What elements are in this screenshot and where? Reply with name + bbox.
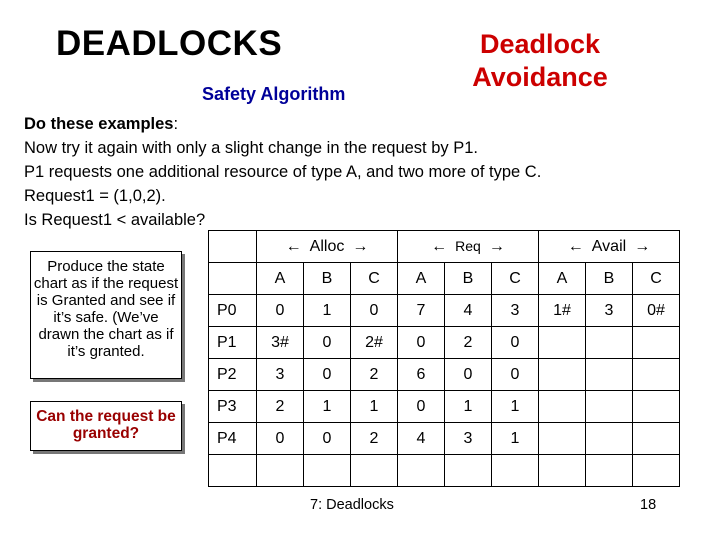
- table-cell: 6: [398, 359, 445, 391]
- subtitle-line-2: Avoidance: [472, 62, 608, 92]
- subtitle-line-1: Deadlock: [479, 29, 601, 59]
- table-cell: 3: [492, 295, 539, 327]
- resource-table: [208, 230, 680, 487]
- table-cell: 7: [398, 295, 445, 327]
- table-cell: 1#: [539, 295, 586, 327]
- table-cell: 0#: [633, 295, 680, 327]
- table-cell: 4: [398, 423, 445, 455]
- table-cell: 2: [351, 423, 398, 455]
- corner-cell: [209, 231, 257, 263]
- table-cell: 0: [304, 359, 351, 391]
- table-cell: [586, 359, 633, 391]
- process-label: P3: [209, 391, 257, 423]
- table-cell: 0: [398, 327, 445, 359]
- slide-subtitle: [440, 28, 640, 94]
- instructions-line: P1 requests one additional resource of type A, and two more of type C.: [24, 163, 542, 181]
- table-cell: 0: [304, 327, 351, 359]
- column-header-row: [209, 263, 680, 295]
- table-cell: 0: [445, 359, 492, 391]
- table-cell: [492, 455, 539, 487]
- column-header: A: [257, 263, 304, 295]
- table-cell: 0: [492, 359, 539, 391]
- table-cell: [586, 423, 633, 455]
- table-cell: [445, 455, 492, 487]
- resource-table-wrapper: [208, 230, 680, 487]
- table-row: [209, 455, 680, 487]
- process-label: P0: [209, 295, 257, 327]
- avail-label: Avail: [591, 237, 627, 255]
- table-cell: 3: [586, 295, 633, 327]
- instructions-bold: Do these examples: [24, 115, 174, 133]
- corner-cell: [209, 263, 257, 295]
- table-cell: 0: [492, 327, 539, 359]
- req-group-header: [398, 231, 539, 263]
- arrow-right-icon: →: [634, 237, 651, 255]
- req-label: Req: [455, 237, 481, 254]
- table-cell: 3: [445, 423, 492, 455]
- table-cell: [633, 359, 680, 391]
- arrow-right-icon: →: [352, 237, 369, 255]
- table-cell: 0: [351, 295, 398, 327]
- table-cell: [633, 423, 680, 455]
- instructions-line: Now try it again with only a slight change in the request by P1.: [24, 139, 478, 157]
- question-note: Can the request be granted?: [30, 401, 182, 451]
- column-header: B: [586, 263, 633, 295]
- arrow-left-icon: ←: [567, 237, 584, 255]
- arrow-left-icon: ←: [431, 237, 448, 255]
- table-cell: [539, 391, 586, 423]
- table-cell: 0: [304, 423, 351, 455]
- column-header: B: [445, 263, 492, 295]
- table-row: [209, 295, 680, 327]
- table-cell: 2: [445, 327, 492, 359]
- avail-group-header: [539, 231, 680, 263]
- arrow-right-icon: →: [488, 237, 505, 255]
- table-cell: [539, 359, 586, 391]
- table-cell: 0: [398, 391, 445, 423]
- table-cell: 4: [445, 295, 492, 327]
- column-header: A: [398, 263, 445, 295]
- arrow-left-icon: ←: [285, 237, 302, 255]
- instructions-heading: [24, 112, 541, 136]
- table-cell: [257, 455, 304, 487]
- group-header-row: [209, 231, 680, 263]
- table-cell: 1: [351, 391, 398, 423]
- table-row: [209, 391, 680, 423]
- table-cell: 0: [257, 423, 304, 455]
- column-header: A: [539, 263, 586, 295]
- process-label: P2: [209, 359, 257, 391]
- table-row: [209, 423, 680, 455]
- column-header: B: [304, 263, 351, 295]
- table-cell: 2#: [351, 327, 398, 359]
- table-cell: [539, 455, 586, 487]
- table-cell: [351, 455, 398, 487]
- alloc-label: Alloc: [309, 237, 345, 255]
- process-label: [209, 455, 257, 487]
- table-cell: 1: [304, 391, 351, 423]
- table-cell: [586, 455, 633, 487]
- state-chart-note: Produce the state chart as if the request is Granted and see if it’s safe. (We’ve drawn the chart as if it’s granted.: [30, 251, 182, 379]
- footer-chapter: 7: Deadlocks: [310, 497, 394, 513]
- table-cell: [539, 327, 586, 359]
- table-cell: [539, 423, 586, 455]
- table-cell: 1: [304, 295, 351, 327]
- instructions: [24, 112, 541, 232]
- table-cell: [633, 391, 680, 423]
- alloc-group-header: [257, 231, 398, 263]
- table-row: [209, 359, 680, 391]
- instructions-line: Is Request1 < available?: [24, 211, 206, 229]
- column-header: C: [351, 263, 398, 295]
- process-label: P1: [209, 327, 257, 359]
- table-cell: 1: [492, 391, 539, 423]
- process-label: P4: [209, 423, 257, 455]
- table-cell: 3: [257, 359, 304, 391]
- table-cell: [586, 327, 633, 359]
- table-cell: 1: [445, 391, 492, 423]
- table-cell: 2: [257, 391, 304, 423]
- section-heading: Safety Algorithm: [202, 84, 346, 104]
- table-cell: [586, 391, 633, 423]
- column-header: C: [633, 263, 680, 295]
- instructions-line: Request1 = (1,0,2).: [24, 187, 166, 205]
- instructions-colon: :: [173, 115, 179, 133]
- table-row: [209, 327, 680, 359]
- table-cell: [633, 455, 680, 487]
- page-number: 18: [640, 497, 657, 513]
- table-cell: [633, 327, 680, 359]
- slide-title: DEADLOCKS: [56, 24, 283, 63]
- table-cell: [398, 455, 445, 487]
- table-cell: 3#: [257, 327, 304, 359]
- table-cell: 1: [492, 423, 539, 455]
- table-cell: 0: [257, 295, 304, 327]
- table-cell: [304, 455, 351, 487]
- column-header: C: [492, 263, 539, 295]
- table-cell: 2: [351, 359, 398, 391]
